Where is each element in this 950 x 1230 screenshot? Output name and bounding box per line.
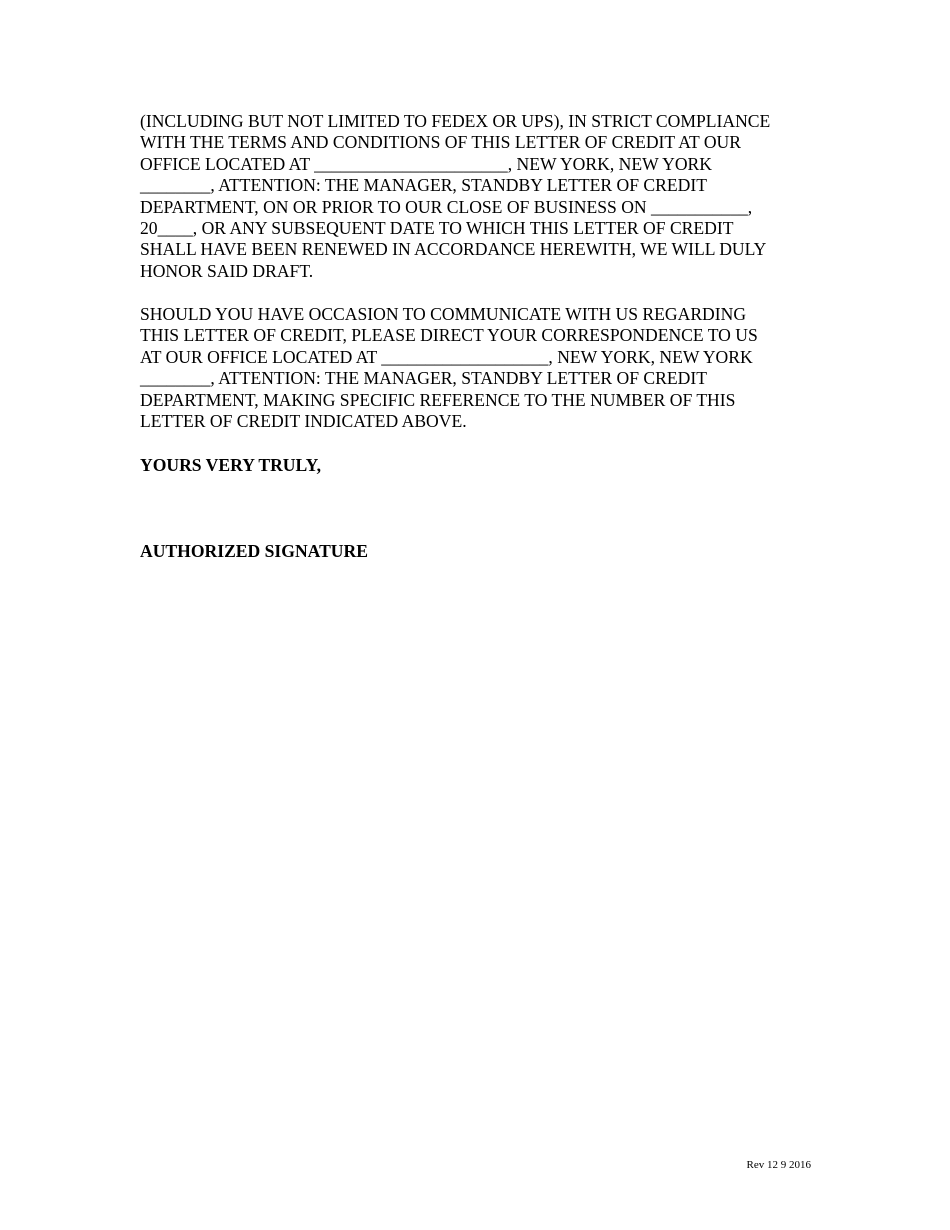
body-paragraph-compliance: (INCLUDING BUT NOT LIMITED TO FEDEX OR UPS), IN STRICT COMPLIANCE WITH THE TERMS AND CONDITIONS OF THIS LETTER OF CREDIT AT OUR OFFICE LOCATED AT ______________________, NEW YORK, NEW YORK ________, ATTENTION: THE MANAGER, STANDBY LETTER OF CREDIT DEPARTMENT, ON OR PRIOR TO OUR CLOSE OF BUSINESS ON ___________, 20____, OR ANY SUBSEQUENT DATE TO WHICH THIS LETTER OF CREDIT SHALL HAVE BEEN RENEWED IN ACCORDANCE HEREWITH, WE WILL DULY HONOR SAID DRAFT. — [140, 111, 771, 281]
revision-footer: Rev 12 9 2016 — [746, 1159, 811, 1171]
closing-salutation: YOURS VERY TRULY, — [140, 455, 322, 475]
body-paragraph-correspondence: SHOULD YOU HAVE OCCASION TO COMMUNICATE WITH US REGARDING THIS LETTER OF CREDIT, PLEASE DIRECT YOUR CORRESPONDENCE TO US AT OUR OFFICE LOCATED AT ___________________, NEW YORK, NEW YORK ________, ATTENTION: THE MANAGER, STANDBY LETTER OF CREDIT DEPARTMENT, MAKING SPECIFIC REFERENCE TO THE NUMBER OF THIS LETTER OF CREDIT INDICATED ABOVE. — [140, 304, 758, 432]
authorized-signature-label: AUTHORIZED SIGNATURE — [140, 541, 368, 561]
